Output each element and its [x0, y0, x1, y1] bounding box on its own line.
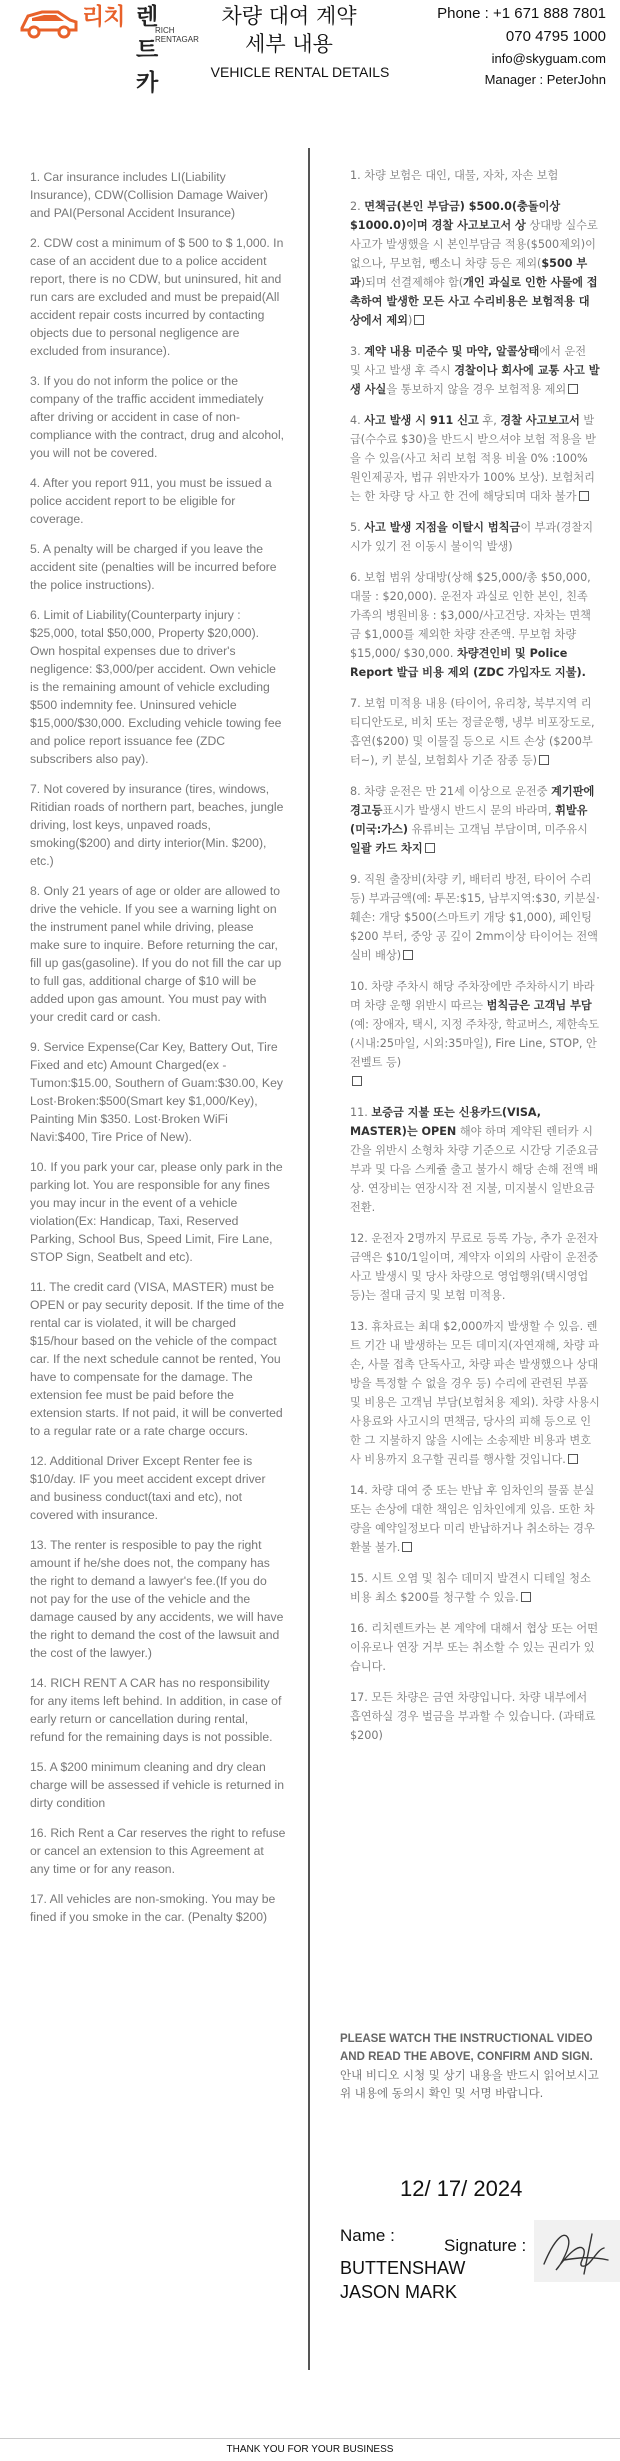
instruction-notice	[340, 2030, 600, 2102]
term-ko-11	[350, 1103, 600, 1217]
term-en-3: 3. If you do not inform the police or the company of the traffic accident immediately after driving or accident in case of non-compliance with the contract, drug and alcohol, you will not be covered.	[30, 374, 285, 460]
term-ko-3-checkbox[interactable]	[568, 384, 578, 394]
term-ko-8-bold1: 계기판에 경고등	[350, 785, 595, 817]
term-ko-12: 12. 운전자 2명까지 무료로 등록 가능, 추가 운전자 금액은 $10/1일이며, 계약자 이외의 사람이 운전중 사고 발생시 및 당사 차량으로 영업행위(택시영업 등)는 절대 금지 및 보험 미적용.	[350, 1232, 599, 1302]
term-en-14: 14. RICH RENT A CAR has no responsibility for any items left behind. In addition, in case of early return or cancellation during rental, refund for the remaining days is not possible.	[30, 1676, 282, 1744]
term-ko-2-bold3: 개인 과실로 인한 사물에 접촉하여 발생한 모든 사고 수리비용은 보험적용 대상에서 제외	[350, 276, 598, 327]
term-ko-8-text1: 8. 차량 운전은 만 21세 이상으로 운전중	[350, 785, 552, 798]
phone-primary: Phone : +1 671 888 7801	[437, 5, 606, 22]
term-ko-3-bold2: 경찰이나 회사에 교통 사고 발생 사실	[350, 364, 600, 396]
term-ko-3-num: 3.	[350, 345, 365, 358]
page-title-ko: 차량 대여 계약 세부 내용	[221, 4, 357, 56]
term-ko-16: 16. 리치렌트카는 본 계약에 대해서 협상 또는 어떤 이유로나 연장 거부 또는 취소할 수 있는 권리가 있습니다.	[350, 1622, 599, 1673]
term-ko-14-checkbox[interactable]	[402, 1542, 412, 1552]
term-ko-2-checkbox[interactable]	[414, 315, 424, 325]
term-en-12: 12. Additional Driver Except Renter fee is $10/day. IF you meet accident except driver and business conduct(taxi and etc), not covered with insurance.	[30, 1454, 266, 1522]
term-en-4: 4. After you report 911, you must be issued a police accident report to be eligible for coverage.	[30, 476, 272, 526]
logo-text-en: RICH RENTAGAR	[155, 26, 199, 44]
term-ko-3	[350, 342, 600, 399]
footer-thanks: THANK YOU FOR YOUR BUSINESS	[226, 2444, 394, 2455]
term-ko-15	[350, 1569, 600, 1607]
term-ko-6-text1: 6. 보험 범위 상대방(상해 $25,000/총 $50,000, 대물 : $20,000). 운전자 과실로 인한 본인, 친족 가족의 병원비용 : $3,000/사고건당. 자차는 면책금 $1,000를 제외한 차량 잔존액. 무보험 차량 $15,000/ $30,000.	[350, 571, 591, 660]
term-ko-14	[350, 1481, 600, 1557]
term-en-13: 13. The renter is resposible to pay the right amount if he/she does not, the company has the right to demand a lawyer's fee.(If you do not pay for the use of the vehicle and the damage caused by any accidents, we will have the right to demand the cost of the lawsuit and the cost of the lawyer.)	[30, 1538, 284, 1660]
term-ko-7	[350, 694, 600, 770]
term-ko-4	[350, 411, 600, 506]
signature-date: 12/ 17/ 2024	[400, 2176, 523, 2201]
term-ko-3-bold1: 계약 내용 미준수 및 마약, 알콜상태	[364, 345, 540, 358]
term-ko-5-num: 5.	[350, 521, 365, 534]
notice-en: PLEASE WATCH THE INSTRUCTIONAL VIDEO AND READ THE ABOVE, CONFIRM AND SIGN.	[340, 2033, 593, 2063]
term-ko-2-num: 2.	[350, 200, 365, 213]
term-ko-4-text2: 발급(수수료 $30)을 반드시 받으셔야 보험 적용을 받을 수 있음(사고 처리 보험 적용 비율 0% :100% 원인제공자, 법규 위반자가 100% 보상). 보험처리는 한 차량 당 사고 한 건에 해당되며 대차 불가	[350, 414, 596, 503]
term-ko-6-bold1: 차량견인비 및 Police Report 발급 비용 제외 (ZDC 가입자도 지불).	[350, 647, 586, 679]
term-en-6: 6. Limit of Liability(Counterparty injury : $25,000, total $50,000, Property $20,000). Own hospital expenses due to driver's negligence: $3,000/per accident. Own vehicle is the remaining amount of vehicle excluding $500 indemnity fee. Uninsured vehicle $15,000/$30,000. Excluding vehicle towing fee and police report issuance fee (ZDC subscribers also pay).	[30, 608, 282, 766]
page-title-en: VEHICLE RENTAL DETAILS	[210, 64, 390, 80]
term-ko-13-checkbox[interactable]	[568, 1454, 578, 1464]
term-ko-3-text2: 을 통보하지 않을 경우 보험적용 제외	[386, 383, 567, 396]
term-ko-15-checkbox[interactable]	[521, 1592, 531, 1602]
term-ko-9-checkbox[interactable]	[403, 950, 413, 960]
term-en-9: 9. Service Expense(Car Key, Battery Out, Tire Fixed and etc) Amount Charged(ex - Tumon:$15.00, Southern of Guam:$30.00, Key Lost·Broken:$500(Smart key $1,000/Key), Painting Min $350. Lost·Broken WiFi Navi:$400, Tire Price of New).	[30, 1040, 283, 1144]
logo-text-ko2: 렌트카	[136, 4, 158, 96]
term-ko-9-text: 9. 직원 출장비(차량 키, 배터리 방전, 타이어 수리등) 부과금액(예: 투몬:$15, 남부지역:$30, 키분실·훼손: 개당 $500(스마트키 개당 $1,000), 페인팅 $200 부터, 중앙 공 깊이 2mm이상 타이어는 전액 실비 배상)	[350, 873, 600, 962]
term-ko-8-bold3: 일괄 카드 차지	[350, 842, 423, 855]
term-ko-2-bold2: $500 부과	[350, 257, 588, 289]
term-en-17: 17. All vehicles are non-smoking. You may be fined if you smoke in the car. (Penalty $200)	[30, 1892, 276, 1924]
term-ko-10-text2: (예: 장애자, 택시, 지정 주차장, 학교버스, 제한속도(시내:25마일, 시외:35마일), Fire Line, STOP, 안전벨트 등)	[350, 1018, 600, 1069]
term-ko-13-text: 13. 휴차료는 최대 $2,000까지 발생할 수 있음. 렌트 기간 내 발생하는 모든 데미지(자연재해, 차량 파손, 사물 접촉 단독사고, 차량 파손 발생했으나 상대방을 특정할 수 없을 경우 등) 수리에 관련된 부품 및 비용은 고객님 부담(보험처용 제외). 차량 사용시 사용료와 사고시의 면책금, 당사의 피해 등으로 인한 그 지불하지 않을 시에는 소송제반 비용과 변호사 비용까지 요구할 권리를 행사할 것입니다.	[350, 1320, 600, 1466]
term-ko-5-text1: 이 부과(경찰지시가 있기 전 이동시 불이익 발생)	[350, 521, 594, 553]
car-logo-icon	[18, 2, 80, 42]
term-ko-8-text3: 유류비는 고객님 부담이며, 미주유시	[407, 823, 588, 836]
term-ko-11-bold1: 보증금 지불 또는 신용카드(VISA, MASTER)는 OPEN	[350, 1106, 542, 1138]
term-ko-8-checkbox[interactable]	[425, 843, 435, 853]
term-ko-8-text2: 표시가 발생시 반드시 문의 바라며,	[382, 804, 556, 817]
term-ko-11-text1: 해야 하며 계약된 렌터카 시간을 위반시 소형차 차량 기준으로 시간당 기준요금부과 및 다음 스케쥴 출고 불가시 해당 손해 전액 배상. 연장비는 연장시작 전 지불, 미지불시 일반요금 전환.	[350, 1125, 599, 1214]
term-ko-7-text: 7. 보험 미적용 내용 (타이어, 유리창, 북부지역 리티디안도로, 비치 또는 정글운행, 냉부 비포장도로, 흡연($200) 및 이물질 등으로 시트 손상 ($200부터~), 키 분실, 보험회사 기준 잠종 등)	[350, 697, 595, 767]
term-en-8: 8. Only 21 years of age or older are allowed to drive the vehicle. If you see a warning light on the instrument panel while driving, please make sure to inquire. Before returning the car, fill up gas(gasoline). If you do not fill the car up to full gas, additional charge of $10 will be added upon gas amount. You must pay with your credit card or cash.	[30, 884, 282, 1024]
term-ko-4-bold2: 경찰 사고보고서	[500, 414, 580, 427]
term-en-10: 10. If you park your car, please only park in the parking lot. You are responsible for any fines you may incur in the event of a vehicle violation(Ex: Handicap, Taxi, Reserved Parking, School Bus, Speed Limit, Fire Lane, STOP Sign, Seatbelt and etc).	[30, 1160, 283, 1264]
manager: Manager : PeterJohn	[484, 72, 606, 87]
term-ko-8-bold2: 휘발유(미국:가스)	[350, 804, 588, 836]
column-divider	[308, 148, 310, 2370]
term-en-15: 15. A $200 minimum cleaning and dry clean charge will be assessed if vehicle is returned in dirty condition	[30, 1760, 285, 1810]
term-ko-5-bold1: 사고 발생 지점을 이탈시 범칙금	[364, 521, 521, 534]
term-en-5: 5. A penalty will be charged if you leave the accident site (penalties will be incurred before the police instructions).	[30, 542, 277, 592]
renter-name-line2: JASON MARK	[340, 2282, 458, 2302]
term-ko-2-text2: )되며 선결제해야 함(	[360, 276, 464, 289]
terms-korean	[350, 166, 600, 1757]
term-en-16: 16. Rich Rent a Car reserves the right to refuse or cancel an extension to this Agreement at any time or for any reason.	[30, 1826, 286, 1876]
term-ko-4-bold1: 사고 발생 시 911 신고	[364, 414, 479, 427]
contact-info	[437, 2, 606, 90]
signature-box[interactable]	[534, 2220, 620, 2282]
page-header	[0, 0, 620, 96]
handwritten-signature-icon	[534, 2220, 620, 2282]
company-logo	[18, 0, 199, 96]
terms-english	[30, 168, 286, 1938]
renter-name	[340, 2256, 465, 2304]
term-ko-2	[350, 197, 600, 330]
term-ko-9	[350, 870, 600, 965]
term-ko-1: 1. 차량 보험은 대인, 대물, 자차, 자손 보험	[350, 169, 559, 182]
phone-secondary: 070 4795 1000	[505, 28, 606, 45]
term-en-11: 11. The credit card (VISA, MASTER) must be OPEN or pay security deposit. If the time of the rental car is violated, it will be charged $15/hour based on the vehicle of the compact car. If the next schedule cannot be rented, You have to compensate for the damage. The extension fee must be paid before the extension starts. If not paid, it will be converted to a regular rate or a rate charge occurs.	[30, 1280, 285, 1438]
footer-divider	[0, 2438, 620, 2439]
term-ko-7-checkbox[interactable]	[539, 755, 549, 765]
term-ko-11-num: 11.	[350, 1106, 372, 1119]
term-ko-6	[350, 568, 600, 682]
term-ko-4-text1: 후,	[478, 414, 501, 427]
signature-label: Signature :	[444, 2236, 527, 2255]
email: info@skyguam.com	[491, 51, 606, 66]
term-ko-15-text: 15. 시트 오염 및 침수 데미지 발견시 디테일 청소 비용 최소 $200를 청구할 수 있음.	[350, 1572, 591, 1604]
term-ko-2-text3: )	[407, 314, 413, 327]
term-en-1: 1. Car insurance includes LI(Liability Insurance), CDW(Collision Damage Waiver) and PAI(Personal Accident Insurance)	[30, 170, 268, 220]
term-en-7: 7. Not covered by insurance (tires, windows, Ritidian roads of northern part, beaches, jungle driving, lost keys, unpaved roads, smoking($200) and dirty interior(Min. $200), etc.)	[30, 782, 284, 868]
term-ko-4-checkbox[interactable]	[579, 491, 589, 501]
term-ko-14-text: 14. 차량 대여 중 또는 반납 후 임차인의 물품 분실 또는 손상에 대한 책임은 임차인에게 있음. 또한 차량을 예약일정보다 미리 반납하거나 취소하는 경우 환불 불가.	[350, 1484, 595, 1554]
name-label: Name :	[340, 2226, 395, 2245]
term-ko-10-text1: 10. 차량 주차시 해당 주차장에만 주차하시기 바라며 차량 운행 위반시 따르는	[350, 980, 595, 1012]
renter-name-line1: BUTTENSHAW	[340, 2258, 466, 2278]
term-ko-2-text1: 상대방 실수로 사고가 발생했을 시 본인부담금 적용($500제외)이 없으나, 무보험, 뺑소니 차량 등은 제외(	[350, 219, 598, 270]
term-ko-5	[350, 518, 600, 556]
term-ko-10-bold1: 범칙금은 고객님 부담	[486, 999, 592, 1012]
term-ko-10	[350, 977, 600, 1091]
term-ko-2-bold1: 면책금(본인 부담금) $500.0(충돌이상 $1000.0)이며 경찰 사고보고서 상	[350, 200, 561, 232]
logo-text-ko: 리치	[82, 4, 125, 30]
term-ko-13	[350, 1317, 600, 1469]
term-ko-3-text1: 에서 운전 및 사고 발생 후 즉시	[350, 345, 587, 377]
term-ko-8	[350, 782, 600, 858]
term-en-2: 2. CDW cost a minimum of $ 500 to $ 1,000. In case of an accident due to a police accident report, there is no CDW, but uninsured, hit and run cars are excluded and must be prepaid(All accident repair costs incurred by contacting objects due to personal negligence are excluded from insurance).	[30, 236, 284, 358]
notice-ko: 안내 비디오 시청 및 상기 내용을 반드시 읽어보시고 위 내용에 동의시 확인 및 서명 바랍니다.	[340, 2068, 599, 2100]
term-ko-17: 17. 모든 차량은 금연 차량입니다. 차량 내부에서 흡연하실 경우 벌금을 부과할 수 있습니다. (과태료 $200)	[350, 1691, 596, 1742]
term-ko-10-checkbox[interactable]	[352, 1076, 362, 1086]
term-ko-4-num: 4.	[350, 414, 365, 427]
